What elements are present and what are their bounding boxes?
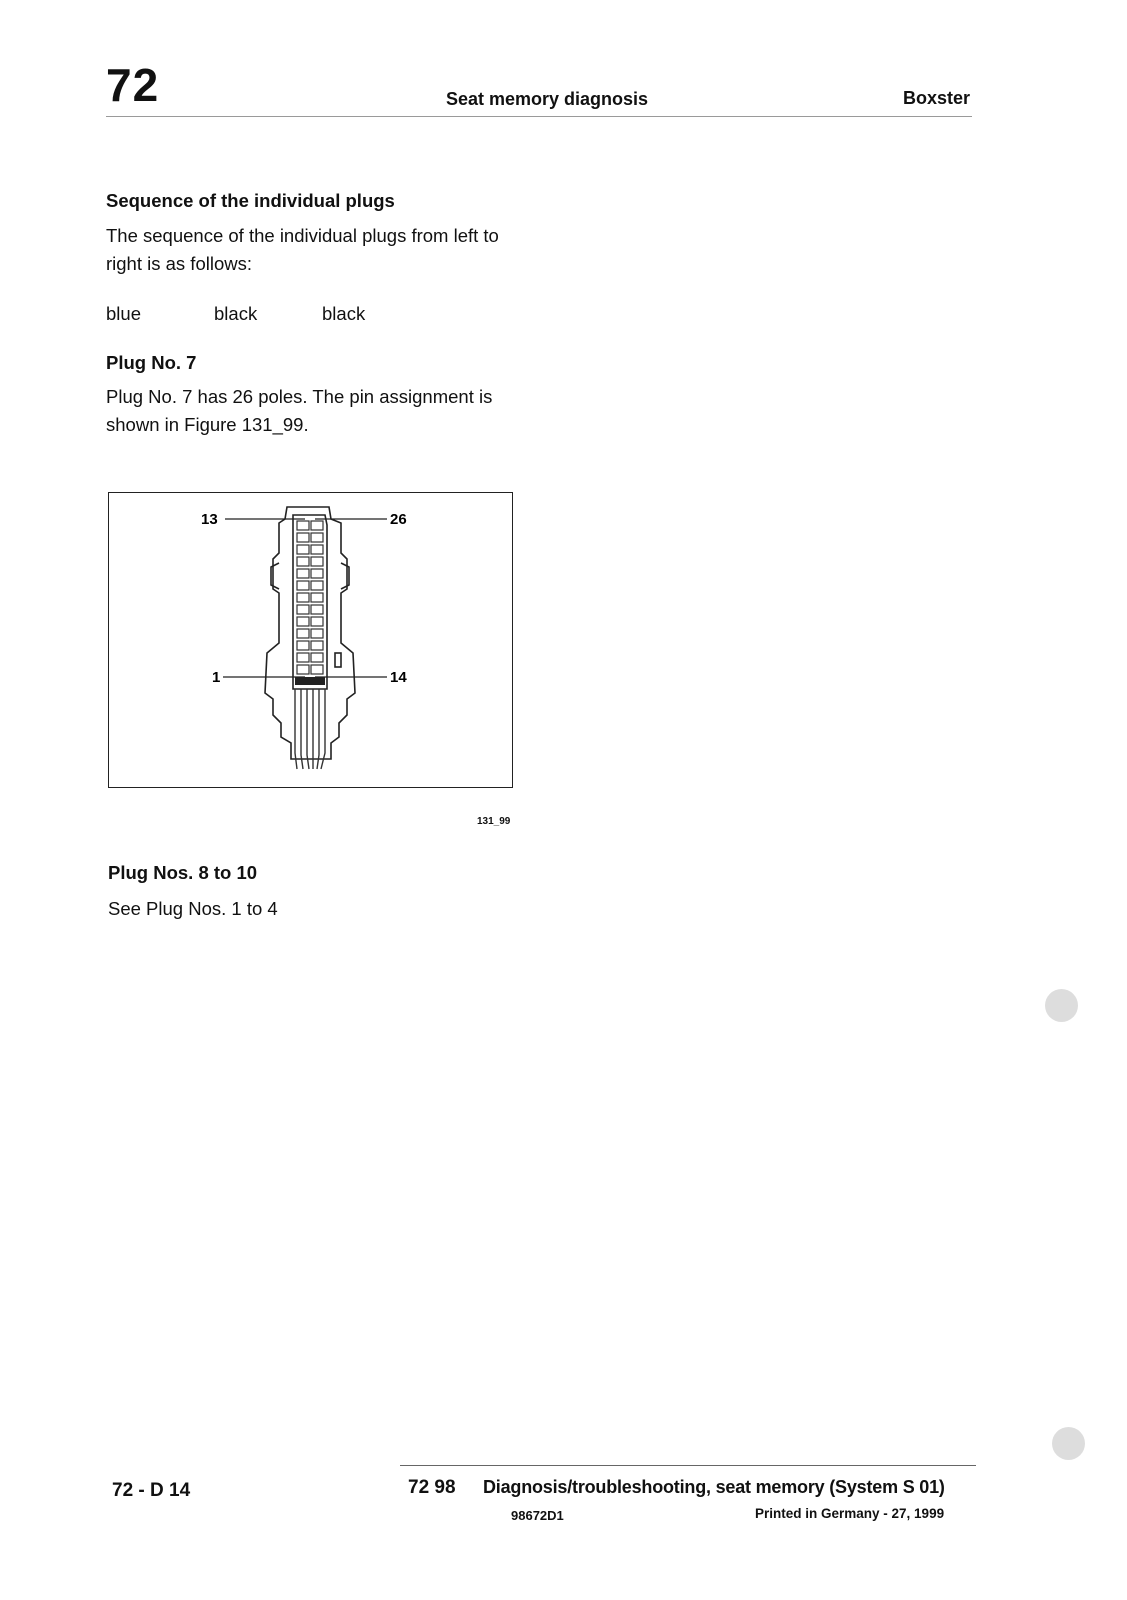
plug-color-3: black	[322, 303, 366, 324]
figure-id: 131_99	[477, 816, 511, 827]
plug-color-2: black	[214, 303, 258, 324]
pin-label-13: 13	[201, 511, 218, 528]
punch-hole-mark	[1045, 989, 1078, 1022]
connector-drawing	[109, 493, 511, 786]
section-body-plugs-8-10: See Plug Nos. 1 to 4	[108, 898, 278, 919]
plug-color-1: blue	[106, 303, 141, 324]
section-heading-plugs-8-10: Plug Nos. 8 to 10	[108, 862, 258, 883]
footer-doc-number: 98672D1	[511, 1508, 564, 1523]
section-body-plug7: Plug No. 7 has 26 poles. The pin assignment is shown in Figure 131_99.	[106, 386, 493, 435]
footer-page-number: 72 - D 14	[112, 1480, 191, 1501]
pin-label-1: 1	[212, 669, 221, 686]
section-body-sequence: The sequence of the individual plugs from left to right is as follows:	[106, 225, 499, 274]
plug-diagram-figure	[108, 492, 513, 788]
footer-printed: Printed in Germany - 27, 1999	[755, 1506, 945, 1521]
section-heading-plug7: Plug No. 7	[106, 352, 197, 373]
footer-divider	[400, 1465, 976, 1466]
chapter-number: 72	[106, 59, 160, 111]
punch-hole-mark	[1052, 1427, 1085, 1460]
header-model: Boxster	[903, 88, 971, 108]
footer-code: 72 98	[408, 1477, 456, 1498]
header-title: Seat memory diagnosis	[446, 89, 649, 109]
pin-label-14: 14	[390, 669, 407, 686]
pin-label-26: 26	[390, 511, 407, 528]
footer-title: Diagnosis/troubleshooting, seat memory (System S 01)	[483, 1477, 945, 1497]
section-heading-sequence: Sequence of the individual plugs	[106, 190, 395, 211]
header-divider	[106, 116, 972, 117]
